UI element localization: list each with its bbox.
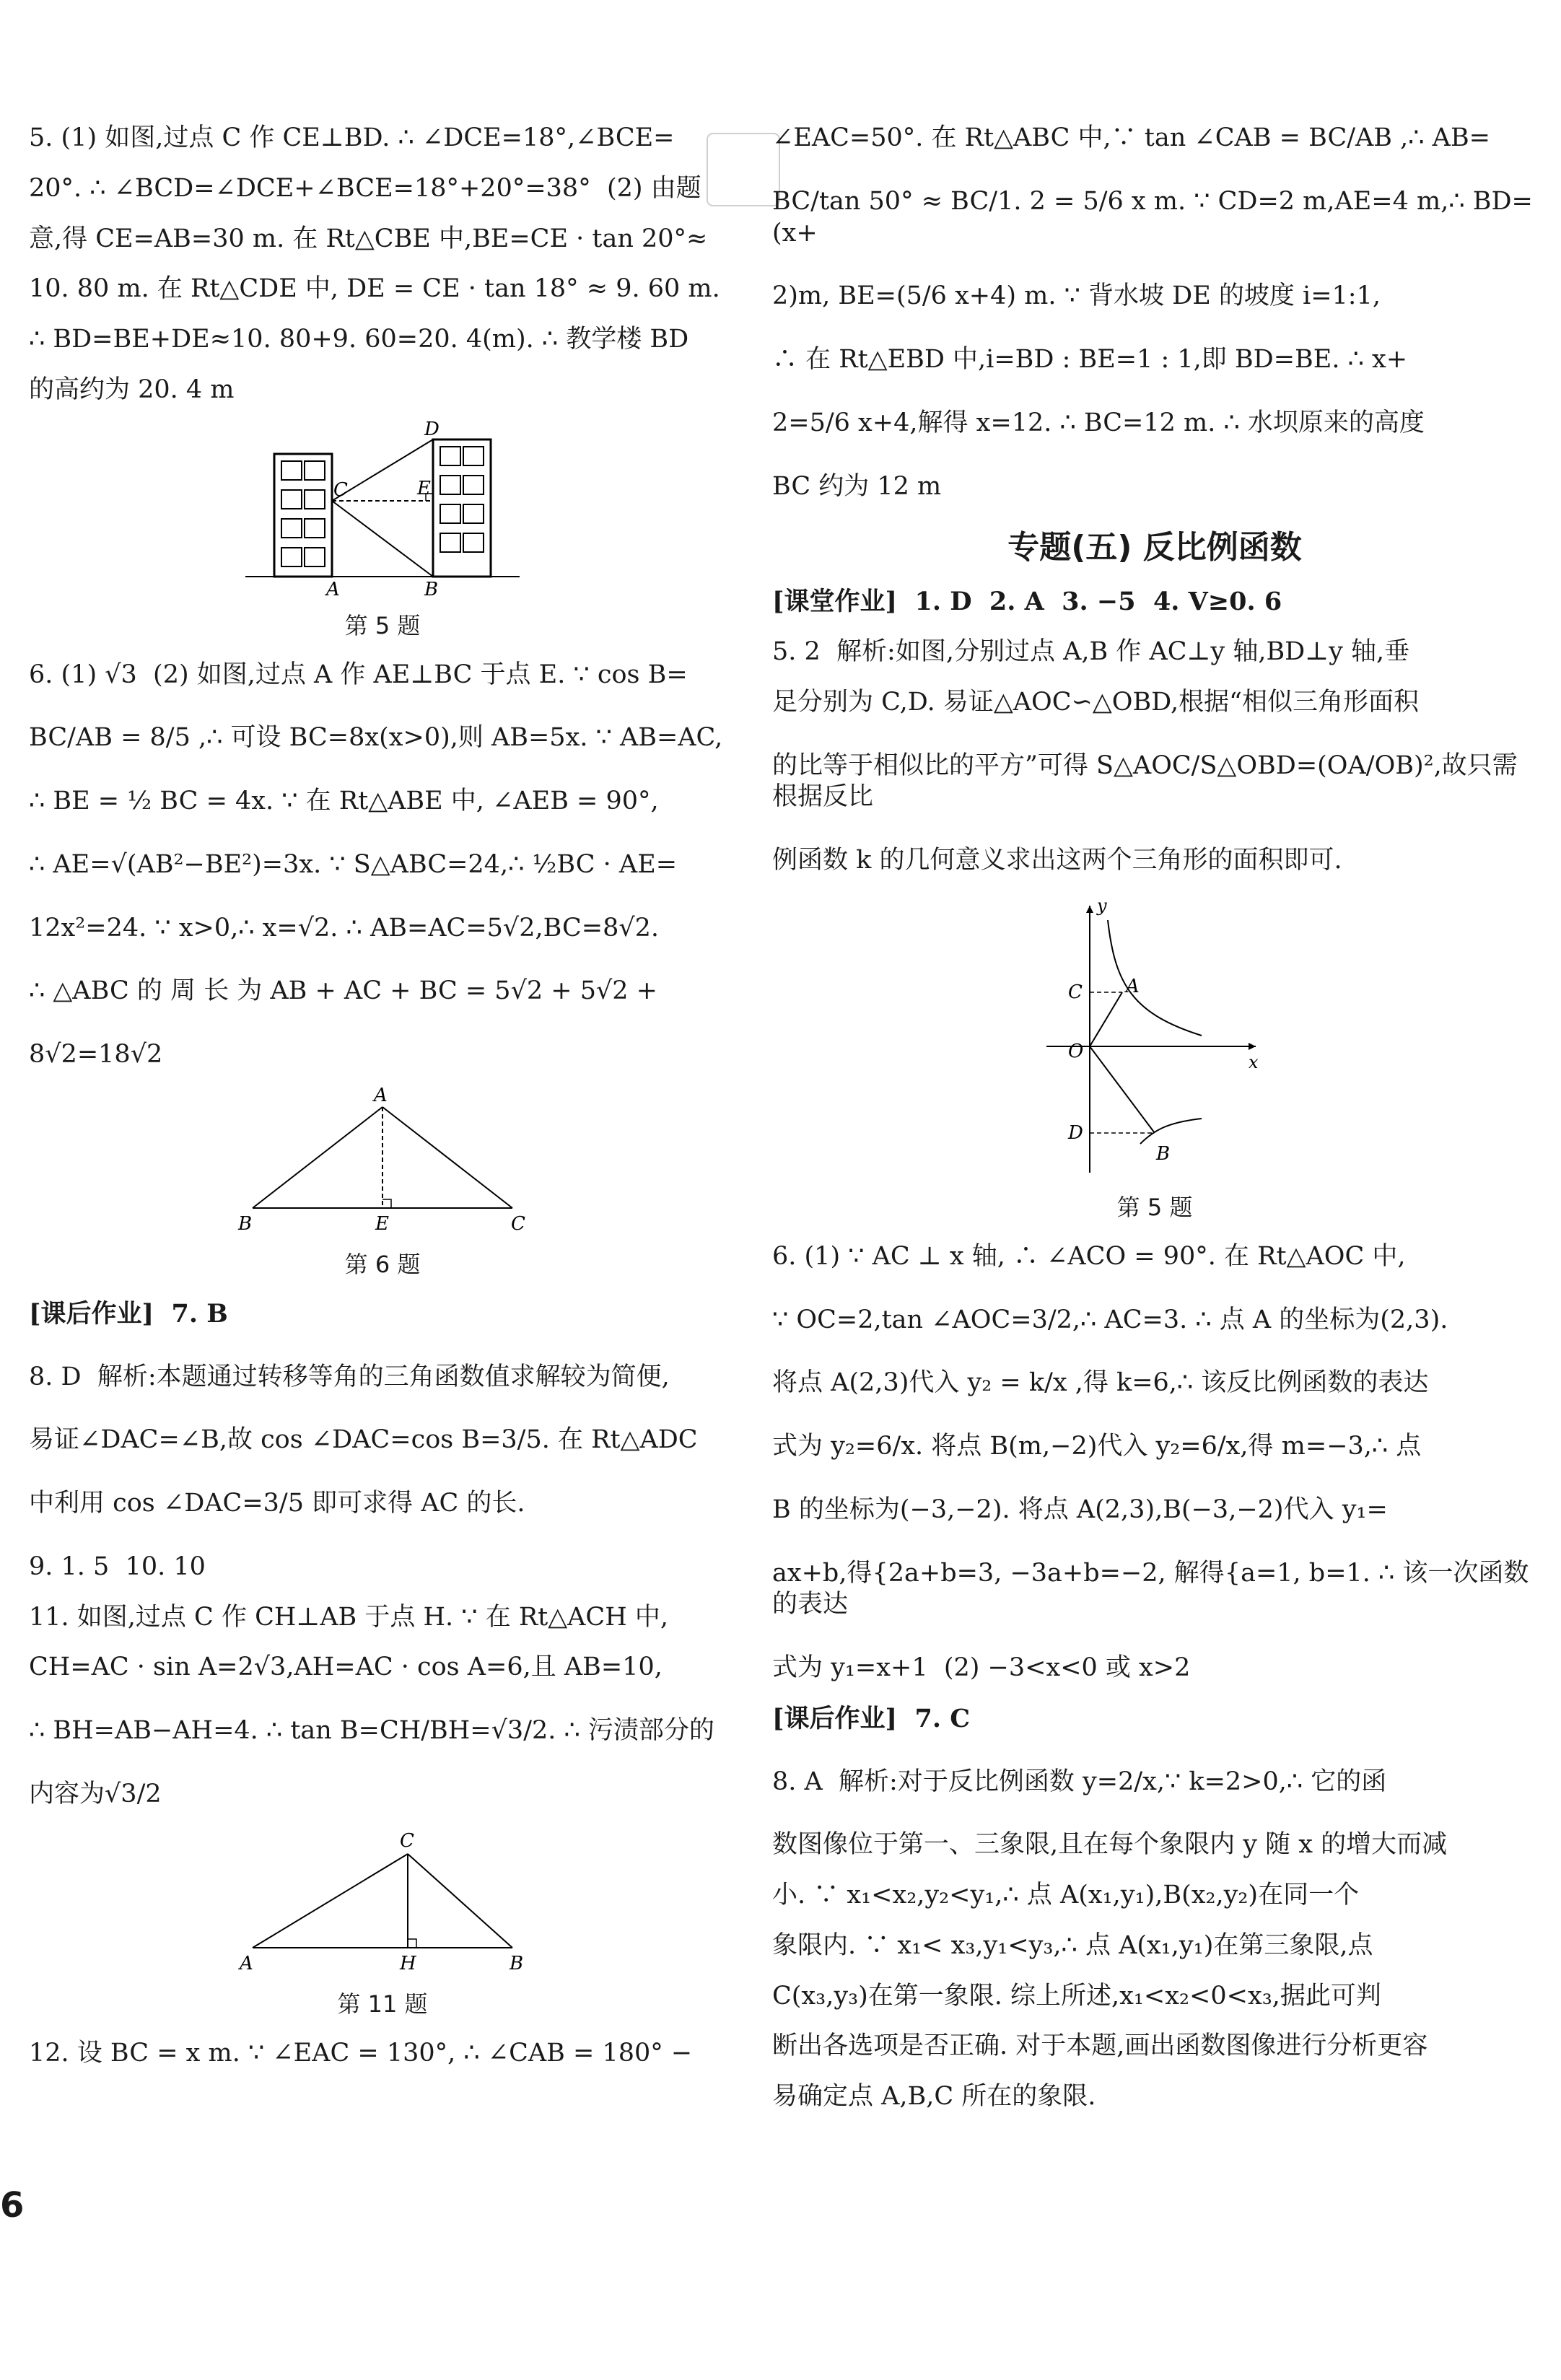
figure-5-right	[1039, 891, 1270, 1222]
text-line: 例函数 k 的几何意义求出这两个三角形的面积即可.	[772, 846, 1342, 875]
text-line: 中利用 cos ∠DAC=3/5 即可求得 AC 的长.	[29, 1489, 525, 1518]
text-line: 10. 80 m. 在 Rt△CDE 中, DE = CE · tan 18° ≈ 9. 60 m.	[29, 274, 720, 304]
triangle-acb-diagram	[224, 1825, 541, 1977]
buildings-diagram	[231, 411, 534, 598]
label-A: A	[326, 578, 340, 598]
question-5	[29, 123, 736, 406]
text-line: ∴ △ABC 的 周 长 为 AB + AC + BC = 5√2 + 5√2 +	[29, 976, 658, 1006]
figure-11	[224, 1825, 541, 2019]
label-x: x	[1249, 1051, 1259, 1072]
text-line: 11. 如图,过点 C 作 CH⊥AB 于点 H. ∵ 在 Rt△ACH 中,	[29, 1602, 668, 1632]
text-line: 小. ∵ x₁<x₂,y₂<y₁,∴ 点 A(x₁,y₁),B(x₂,y₂)在同一个	[772, 1881, 1360, 1909]
label-C: C	[400, 1829, 414, 1852]
text-line: ∴ AE=√(AB²−BE²)=3x. ∵ S△ABC=24,∴ ½BC · AE=	[29, 849, 678, 879]
question-6	[29, 660, 736, 1071]
page-number: 6	[0, 2185, 25, 2226]
text-line: 5. 2 解析:如图,分别过点 A,B 作 AC⊥y 轴,BD⊥y 轴,垂	[772, 637, 1410, 666]
label-C: C	[511, 1212, 525, 1235]
text-line: B 的坐标为(−3,−2). 将点 A(2,3),B(−3,−2)代入 y₁=	[772, 1495, 1388, 1524]
text-line: 5. (1) 如图,过点 C 作 CE⊥BD. ∴ ∠DCE=18°,∠BCE=	[29, 123, 675, 152]
label-C: C	[333, 478, 348, 501]
text-line: 8. D 解析:本题通过转移等角的三角函数值求解较为简便,	[29, 1362, 670, 1391]
text-line: 数图像位于第一、三象限,且在每个象限内 y 随 x 的增大而减	[772, 1830, 1448, 1860]
text-line: ∴ BD=BE+DE≈10. 80+9. 60=20. 4(m). ∴ 教学楼 BD	[29, 325, 689, 354]
after-class-heading: [课后作业] 7. C	[772, 1703, 971, 1733]
right-question-6	[772, 1241, 1537, 1684]
label-D: D	[1068, 1121, 1083, 1144]
text-line: 象限内. ∵ x₁< x₃,y₁<y₃,∴ 点 A(x₁,y₁)在第三象限,点	[772, 1930, 1373, 1960]
figure-6	[224, 1085, 541, 1279]
right-column	[772, 123, 1537, 2113]
label-B: B	[424, 578, 439, 598]
text-line: 8√2=18√2	[29, 1040, 163, 1069]
label-A: A	[1126, 975, 1140, 997]
label-A: A	[240, 1952, 253, 1974]
question-12: 12. 设 BC = x m. ∵ ∠EAC = 130°, ∴ ∠CAB = 180° −	[29, 2038, 693, 2068]
text-line: C(x₃,y₃)在第一象限. 综上所述,x₁<x₂<0<x₃,据此可判	[772, 1981, 1381, 2011]
text-line: 2)m, BE=(5/6 x+4) m. ∵ 背水坡 DE 的坡度 i=1:1,	[772, 281, 1381, 311]
question-12-continued	[772, 123, 1537, 502]
text-line: 的高约为 20. 4 m	[29, 375, 235, 404]
label-B: B	[1156, 1142, 1171, 1165]
right-question-8	[772, 1767, 1537, 2113]
text-line: ∵ OC=2,tan ∠AOC=3/2,∴ AC=3. ∴ 点 A 的坐标为(2,3).	[772, 1305, 1448, 1334]
question-8	[29, 1362, 736, 1520]
text-line: BC/tan 50° ≈ BC/1. 2 = 5/6 x m. ∵ CD=2 m,AE=4 m,∴ BD=(x+	[772, 186, 1533, 248]
label-C: C	[1068, 981, 1083, 1003]
figure-caption: 第 6 题	[344, 1250, 421, 1278]
question-11	[29, 1602, 736, 1811]
text-line: 足分别为 C,D. 易证△AOC∽△OBD,根据“相似三角形面积	[772, 687, 1420, 717]
inverse-function-graph	[1039, 891, 1270, 1180]
text-line: ∴ 在 Rt△EBD 中,i=BD : BE=1 : 1,即 BD=BE. ∴ x+	[772, 345, 1408, 374]
figure-caption: 第 5 题	[1116, 1193, 1193, 1221]
text-line: CH=AC · sin A=2√3,AH=AC · cos A=6,且 AB=10,	[29, 1653, 663, 1682]
text-line: ∴ BH=AB−AH=4. ∴ tan B=CH/BH=√3/2. ∴ 污渍部分的	[29, 1716, 714, 1745]
left-column	[29, 123, 736, 2069]
text-line: 6. (1) ∵ AC ⊥ x 轴, ∴ ∠ACO = 90°. 在 Rt△AOC 中,	[772, 1241, 1406, 1271]
text-line: ∠EAC=50°. 在 Rt△ABC 中,∵ tan ∠CAB = BC/AB ,∴ AB=	[772, 123, 1490, 152]
text-line: 6. (1) √3 (2) 如图,过点 A 作 AE⊥BC 于点 E. ∵ cos B=	[29, 660, 688, 689]
text-line: 断出各选项是否正确. 对于本题,画出函数图像进行分析更容	[772, 2031, 1428, 2061]
triangle-abc-diagram	[224, 1085, 541, 1237]
text-line: 内容为√3/2	[29, 1779, 162, 1808]
text-line: ax+b,得{2a+b=3, −3a+b=−2, 解得{a=1, b=1. ∴ 该一次函数的表达	[772, 1558, 1529, 1619]
label-E: E	[417, 477, 431, 499]
figure-5-left	[231, 411, 534, 641]
label-H: H	[400, 1952, 416, 1974]
text-line: 将点 A(2,3)代入 y₂ = k/x ,得 k=6,∴ 该反比例函数的表达	[772, 1368, 1429, 1398]
label-B: B	[510, 1952, 524, 1974]
label-E: E	[375, 1212, 389, 1235]
text-line: 2=5/6 x+4,解得 x=12. ∴ BC=12 m. ∴ 水坝原来的高度	[772, 408, 1425, 437]
right-question-5	[772, 636, 1537, 877]
label-y: y	[1097, 895, 1107, 916]
text-line: 8. A 解析:对于反比例函数 y=2/x,∵ k=2>0,∴ 它的函	[772, 1767, 1387, 1796]
figure-caption: 第 11 题	[337, 1990, 428, 2018]
text-line: 20°. ∴ ∠BCD=∠DCE+∠BCE=18°+20°=38° (2) 由题	[29, 173, 701, 203]
text-line: 易证∠DAC=∠B,故 cos ∠DAC=cos B=3/5. 在 Rt△ADC	[29, 1425, 698, 1455]
text-line: 易确定点 A,B,C 所在的象限.	[772, 2082, 1096, 2111]
text-line: 式为 y₂=6/x. 将点 B(m,−2)代入 y₂=6/x,得 m=−3,∴ 点	[772, 1432, 1422, 1461]
label-A: A	[374, 1085, 388, 1106]
section-title: 专题(五) 反比例函数	[1007, 529, 1302, 566]
after-class-heading: [课后作业] 7. B	[29, 1298, 228, 1329]
figure-caption: 第 5 题	[344, 611, 421, 639]
text-line: 的比等于相似比的平方”可得 S△AOC/S△OBD=(OA/OB)²,故只需根据反比	[772, 751, 1518, 812]
text-line: 12x²=24. ∵ x>0,∴ x=√2. ∴ AB=AC=5√2,BC=8√2.	[29, 913, 660, 942]
class-work-answers: [课堂作业] 1. D 2. A 3. −5 4. V≥0. 6	[772, 587, 1282, 617]
text-line: ∴ BE = ½ BC = 4x. ∵ 在 Rt△ABE 中, ∠AEB = 90°,	[29, 787, 659, 815]
label-B: B	[238, 1212, 253, 1235]
text-line: 式为 y₁=x+1 (2) −3<x<0 或 x>2	[772, 1653, 1191, 1682]
text-line: 意,得 CE=AB=30 m. 在 Rt△CBE 中,BE=CE · tan 20°≈	[29, 224, 708, 253]
question-9-10: 9. 1. 5 10. 10	[29, 1552, 206, 1581]
label-D: D	[424, 418, 440, 440]
label-O: O	[1068, 1040, 1084, 1062]
text-line: BC/AB = 8/5 ,∴ 可设 BC=8x(x>0),则 AB=5x. ∵ AB=AC,	[29, 723, 723, 753]
text-line: BC 约为 12 m	[772, 471, 942, 501]
